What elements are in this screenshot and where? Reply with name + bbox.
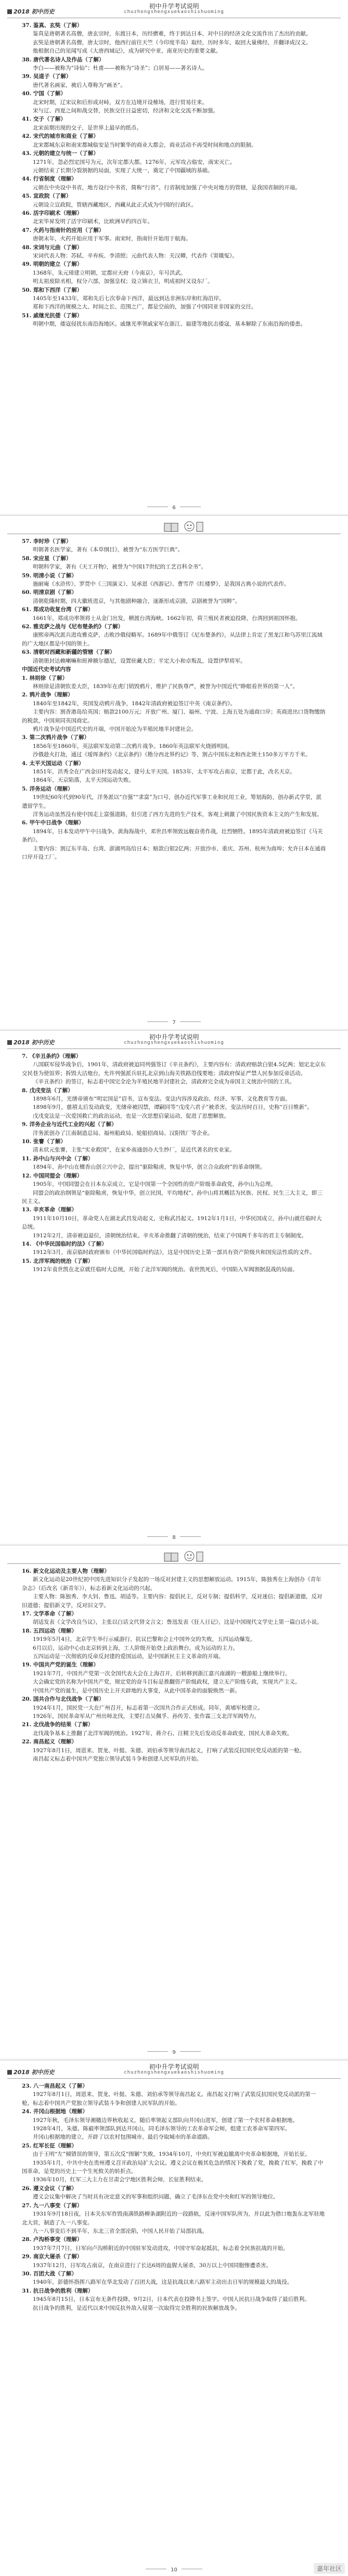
books-illustration-icon <box>163 519 205 535</box>
text-line: 1937年12月，日军攻占南京，在南京进行了长达6周的血腥大屠杀，30万以上中国同胞惨遭杀害。 <box>33 2262 272 2269</box>
text-line: 五四运动是一次彻底的反帝反封建的爱国运动，是中国新民主主义革命的开端。 <box>33 1653 224 1660</box>
text-line: 《辛丑条约》的签订，标志着中国完全沦为半殖民地半封建社会，清政府完全成为帝国主义统治中国的工具。 <box>33 1079 295 1085</box>
text-line: 1898年9月，慈禧太后发动政变，光绪帝被囚禁，谭嗣同等“戊戌六君子”被杀害，变法历时百日，史称“百日维新”。 <box>33 1104 313 1111</box>
header-year: 2018 初中历史 <box>7 1038 54 1046</box>
text-line: 3. 第二次鸦片战争（了解） <box>22 734 90 741</box>
header-title: 初中升学考试说明 <box>149 2063 199 2070</box>
text-line: 1928年4月，朱德、陈毅率领部队到达井冈山，同毛泽东领导的工农革命军会师，组建工农革命军第四军。 <box>33 2126 291 2132</box>
text-line: 大会确定党的名称为中国共产党，规定党的奋斗目标是推翻资产阶级政权，建立无产阶级专政，实现共产主义。 <box>33 1679 301 1686</box>
text-line: 抗日战争的胜利，是近代以来中国反抗外敌入侵第一次取得完全胜利的民族解放战争。 <box>33 2305 240 2311</box>
text-line: 1935年1月，中共中央在贵州遵义召开政治局扩大会议。遵义会议在极其危急的情况下挽救了党，挽救了红军，挽救了中国革命，是党的历史上一个生死攸关的转折点。 <box>22 2159 324 2175</box>
text-line: 26. 遵义会议（了解） <box>22 2185 77 2192</box>
text-line: 1894年，日本发动甲午中日战争。黄海海战中，邓世昌率领致远舰奋勇作战，壮烈牺牲。1895年清政府被迫签订《马关条约》。 <box>22 828 323 844</box>
text-line: 中国近代史考试内容 <box>22 666 71 673</box>
text-line: 1921年7月，中国共产党第一次全国代表大会在上海召开，后转移到浙江嘉兴南湖的一艘游船上继续举行。 <box>33 1670 291 1677</box>
text-line: 1856年至1860年，英法联军发动第二次鸦片战争。1860年英法联军火烧圆明园。 <box>33 743 233 749</box>
text-line: 62. 雅克萨之战与《尼布楚条约》（了解） <box>22 624 124 630</box>
text-line: 27. 九一八事变（了解） <box>22 2202 83 2209</box>
text-line: 30. 百团大战（了解） <box>22 2270 77 2277</box>
text-line: 1927年8月1日，周恩来、贺龙、叶挺、朱德、刘伯承等领导南昌起义。南昌起义打响了武装反抗国民党反动派的第一枪，标志着中国共产党独立领导武装斗争和创建人民军队的开始。 <box>22 2091 316 2106</box>
text-line: 主要内容：割辽东半岛、台湾、澎湖列岛给日本；赔款白银2亿两；开放沙市、重庆、苏州、杭州为商埠；允许日本在通商口岸开设工厂。 <box>22 845 326 861</box>
text-line: 李白——被称为“诗仙”；杜甫——被称为“诗圣”；白居易——著名诗人。 <box>33 65 208 72</box>
text-line: 1851年，洪秀全在广西金田村发动起义，建号太平天国。1853年，太平军攻占南京，定都于此，改名天京。 <box>33 768 295 775</box>
text-line: 他根据自己的见闻写成《大唐西域记》，成为研究中亚、南亚历史的重要文献。 <box>33 48 222 55</box>
text-line: 1911年10月10日，革命党人在湖北武昌发动起义，史称武昌起义。1912年1月1日，中华民国成立，孙中山就任临时大总统。 <box>22 1215 322 1231</box>
text-line: 清朝册封达赖喇嘛和班禅额尔德尼，设置驻藏大臣；平定大小和卓叛乱，设置伊犁将军。 <box>33 657 246 664</box>
page-number: 7 <box>0 1020 348 1026</box>
text-line: 59. 明清小说（了解） <box>22 572 77 579</box>
text-line: 井冈山根据地的建立，开辟了以农村包围城市、最后夺取城市的革命道路。 <box>33 2134 213 2141</box>
text-line: 1. 林则徐（了解） <box>22 675 68 681</box>
text-line: 49. 明朝的建立（了解） <box>22 261 83 268</box>
text-line: 47. 火药与指南针的应用（了解） <box>22 227 105 234</box>
text-line: 40. 宁国（了解） <box>22 90 66 97</box>
text-line: 1937年7月7日，日军向卢沟桥附近的中国驻军发动进攻，中国守军奋起抵抗，标志着全民族抗战的开始。 <box>33 2245 289 2251</box>
text-line: 同盟会的政治纲领是“驱除鞑虏，恢复中华，创立民国，平均地权”。孙中山将其概括为民族、民权、民生三大主义，即三民主义。 <box>22 1189 323 1205</box>
text-line: 57. 李时珍（了解） <box>22 538 72 545</box>
text-line: 明朝著名医学家，著有《本草纲目》，被誉为“东方医学巨典”。 <box>33 547 183 553</box>
text-line: 20. 国共合作与北伐战争（了解） <box>22 1696 105 1703</box>
page-header <box>7 1031 341 1049</box>
text-line: 48. 宋词与元曲（了解） <box>22 244 83 251</box>
text-line: 58. 宋应星（了解） <box>22 555 72 562</box>
text-line: 1905年，中国同盟会在日本东京成立，它是中国第一个全国性的资产阶级革命政党，孙中山为总理。 <box>33 1181 276 1188</box>
text-line: 玄奘是唐朝著名高僧，唐太宗时，他西行前往天竺（今印度半岛）取经，历时多年，取回大量佛经，并翻译成汉文。 <box>33 39 312 46</box>
text-line: 洋务派创办了江南制造总局、福州船政局、轮船招商局、汉阳铁厂等企业。 <box>33 1130 213 1136</box>
page-content <box>0 534 348 861</box>
text-line: 林则徐是清朝钦差大臣，1839年在虎门销毁鸦片，维护了民族尊严，被誉为中国近代“睁眼看世界的第一人”。 <box>33 683 298 690</box>
text-line: 1924年1月，国民党一大在广州召开，标志着第一次国共合作正式形成。同年，黄埔军校建立。 <box>33 1704 263 1711</box>
site-watermark: 嘉年社区 <box>314 2563 345 2574</box>
text-line: 1945年8月15日，日本宣布无条件投降。9月2日，日本代表在投降书上签字。中国人民抗日战争取得了最后胜利。 <box>33 2296 310 2303</box>
text-line: 施耐庵《水浒传》、罗贯中《三国演义》、吴承恩《西游记》、曹雪芹《红楼梦》，是我国古典小说的代表作。 <box>33 581 290 588</box>
text-line: 4. 太平天国运动（了解） <box>22 760 84 767</box>
text-line: 郑和下西洋的规模之大、时间之长、范围之广，都是空前的，加强了中国同亚非国家的交往。 <box>33 304 257 310</box>
text-line: 7. 《辛丑条约》（理解） <box>22 1053 82 1059</box>
text-line: 41. 交子（了解） <box>22 116 66 123</box>
text-line: 1926年，国民革命军从广州出师北伐，主要打击吴佩孚、孙传芳、张作霖三支北洋军阀势力。 <box>33 1713 260 1719</box>
text-line: 宋与辽、西夏之间和战交替，民族交往日益密切，经济和文化交流不断加强。 <box>33 108 218 114</box>
text-line: 61. 郑成功收复台湾（了解） <box>22 606 94 613</box>
page-number: 10 <box>0 2567 348 2573</box>
text-line: 5. 洋务运动（理解） <box>22 785 73 792</box>
text-line: 13. 辛亥革命（理解） <box>22 1207 77 1213</box>
text-line: 46. 活字印刷术（理解） <box>22 210 83 216</box>
header-subtitle: chuzhongshengxuekaoshishuoming <box>124 9 224 15</box>
text-line: 45. 宣政院（了解） <box>22 193 72 200</box>
text-line: 明朝科学家，著有《天工开物》，被誉为“中国17世纪的工艺百科全书”。 <box>33 564 207 571</box>
text-line: 元朝设立宣政院，管辖西藏地区，西藏从此正式成为中国的行政区。 <box>33 201 197 208</box>
text-line: 八国联军侵华战争后，1901年，清政府被迫同列强签订《辛丑条约》，主要内容有：清政府赔款白银4.5亿两；划定北京东交民巷为使馆界；拆毁大沽炮台，允许列强派兵驻扎北京到山海关铁路沿线要地；清政府保证严禁人民参加反帝活动。 <box>22 1062 326 1077</box>
text-line: 洋务运动虽然没有使中国走上富强道路，但引进了西方先进的生产技术，客观上刺激了中国民族资本主义的产生和发展。 <box>33 811 323 818</box>
text-line: 1894年，孙中山在檀香山创立兴中会，提出“驱除鞑虏，恢复中华，创立合众政府”的革命纲领。 <box>33 1164 265 1171</box>
text-line: 遵义会议集中解决了当时具有决定意义的军事和组织问题，确立了毛泽东在党中央和红军的领导地位。 <box>33 2194 279 2200</box>
page-number: 8 <box>0 1535 348 1541</box>
text-line: 元朝结束了长期分裂割据的局面，实现了大统一，奠定了中国疆域的基础。 <box>33 167 213 174</box>
page-content <box>0 1564 348 1763</box>
text-line: 22. 南昌起义（理解） <box>22 1739 77 1745</box>
text-line: 宋词代表人物：苏轼、辛弃疾、李清照；元曲代表人物：关汉卿，代表作《窦娥冤》。 <box>33 252 238 259</box>
text-line: 北宋都城东京和南宋都城临安是当时繁华的商业大都会，商业活动不再受时间和地点的限制。 <box>33 141 257 148</box>
text-line: 胡适发表《文学改良刍议》，主张以白话文代替文言文；鲁迅发表《狂人日记》，这是中国现代文学史上第一篇白话小说。 <box>33 1619 323 1626</box>
text-line: 25. 红军长征（理解） <box>22 2142 77 2149</box>
text-line: 鉴真是唐朝著名高僧，唐玄宗时，东渡日本，历经磨难，终于到达日本，对中日的经济文化交流作出了杰出的贡献。 <box>33 31 312 37</box>
text-line: 18. 五四运动（理解） <box>22 1627 77 1634</box>
text-line: 50. 郑和下西洋（了解） <box>22 287 83 293</box>
page-content <box>0 18 348 329</box>
text-line: 明太祖废除丞相，权分六部，加强皇权；设立锦衣卫，明成祖时又设东厂。 <box>33 278 213 285</box>
text-line: 康熙帝两次派兵进攻雅克萨，击败沙俄侵略军。1689年中俄签订《尼布楚条约》，从法律上肯定了黑龙江和乌苏里江流域的广大地区都是中国的领土。 <box>22 632 323 647</box>
page-number: 6 <box>0 505 348 511</box>
text-line: 唐代著名画家，被后人尊称为“画圣”。 <box>33 82 126 88</box>
text-line: 6月以后，运动中心由北京转到上海，工人阶级开始登上政治舞台，成为运动的主力。 <box>33 1645 239 1651</box>
text-line: 17. 文学革命（了解） <box>22 1611 77 1617</box>
text-line: 主要内容：割香港岛给英国；赔款2100万元；开放广州、厦门、福州、宁波、上海五处为通商口岸；英商进出口货物缴纳的税款，中国须同英国商定。 <box>22 709 326 724</box>
text-line: 63. 清朝对西藏和新疆的管辖（了解） <box>22 649 115 656</box>
page-header <box>7 516 341 534</box>
text-line: 10. 张謇（了解） <box>22 1138 66 1145</box>
text-line: 16. 新文化运动及主要人物（理解） <box>22 1568 110 1574</box>
page-content <box>0 2079 348 2312</box>
text-line: 九一八事变后不到半年，东北三省全部沦陷，中国人民开始了局部抗战。 <box>33 2228 208 2234</box>
text-line: 鸦片战争是中国近代史的开端，中国开始沦为半殖民地半封建社会。 <box>33 726 197 732</box>
text-line: 15. 北洋军阀的统治（了解） <box>22 1258 94 1264</box>
text-line: 北宋毕昇发明了活字印刷术，比欧洲早约四百年。 <box>33 218 153 225</box>
text-line: 8. 戊戌变法（了解） <box>22 1087 73 1094</box>
header-title: 初中升学考试说明 <box>149 1033 199 1041</box>
document-page <box>0 515 348 1029</box>
text-line: 1368年，朱元璋建立明朝，定都应天府（今南京），年号洪武。 <box>33 269 186 276</box>
header-title: 初中升学考试说明 <box>149 3 199 10</box>
text-line: 1661年，郑成功率领将士从金门出发，横渡台湾海峡。1662年初，荷兰殖民者被迫投降，台湾回到祖国怀抱。 <box>33 615 301 622</box>
text-line: 43. 元朝的建立与统一（了解） <box>22 150 99 157</box>
text-line: 清末状元张謇，主张“实业救国”，在家乡南通创办大生纱厂，是近代著名的实业家。 <box>33 1147 235 1154</box>
text-line: 1840年至1842年，英国发动鸦片战争，1842年清政府被迫签订中英《南京条约》。 <box>33 700 236 707</box>
text-line: 21. 北伐战争的结果（了解） <box>22 1721 94 1728</box>
text-line: 1931年9月18日夜，日本关东军炸毁南满铁路柳条湖附近的一段路轨，反诬中国军队所为，并以此为借口炮轰东北军驻地北大营，制造了九一八事变。 <box>22 2211 325 2226</box>
text-line: 29. 南京大屠杀（了解） <box>22 2254 83 2260</box>
text-line: 由于王明“左”倾错误的领导，第五次反“围剿”失败，1934年10月，中央红军被迫撤离中央革命根据地，开始长征。 <box>33 2151 311 2158</box>
text-line: 1898年6月，光绪帝颁布“明定国是”诏书，宣布变法。变法内容涉及政治、经济、军事、文化教育等方面。 <box>33 1096 291 1103</box>
header-subtitle: chuzhongshengxuekaoshishuoming <box>124 2070 224 2075</box>
document-page <box>0 1030 348 1544</box>
text-line: 51. 戚继光抗倭（了解） <box>22 312 83 319</box>
text-line: 60. 明清京剧（了解） <box>22 589 77 596</box>
text-line: 清朝乾隆时期，四大徽班进京，与其他剧种融合，逐渐形成京剧，京剧被誉为“国粹”。 <box>33 598 241 604</box>
text-line: 元朝在中央设中书省，地方设行中书省，简称“行省”。行省制度加强了中央对地方的管辖，是我国省制的开端。 <box>33 184 301 191</box>
page-number: 9 <box>0 2050 348 2055</box>
text-line: 38. 唐代著名诗人及作品（了解） <box>22 56 105 63</box>
text-line: 戊戌变法是一次爱国救亡的政治运动，也是一次思想启蒙运动，促进了思想解放。 <box>33 1112 229 1119</box>
header-year: 2018 初中历史 <box>7 2068 54 2076</box>
document-page <box>0 0 348 514</box>
page-header <box>7 1546 341 1564</box>
text-line: 28. 卢沟桥事变（理解） <box>22 2236 83 2243</box>
page-header <box>7 0 341 18</box>
text-line: 6. 甲午中日战争（理解） <box>22 820 84 826</box>
text-line: 1912年2月，清帝被迫退位，清朝统治结束。辛亥革命推翻了清朝的统治，结束了中国两千多年的君主专制制度。 <box>33 1232 307 1239</box>
text-line: 1919年5月4日，北京学生举行示威游行，抗议巴黎和会上中国外交的失败，五四运动爆发。 <box>33 1636 256 1643</box>
text-line: 19. 中国共产党的诞生（理解） <box>22 1662 99 1668</box>
text-line: 北宋时期，辽宋议和后形成对峙，双方在边境开设榷场，进行贸易往来。 <box>33 99 208 106</box>
text-line: 31. 抗日战争的胜利（理解） <box>22 2287 94 2294</box>
books-illustration-icon <box>163 1549 205 1564</box>
text-line: 明朝中期，倭寇侵扰东南沿海地区。戚继光率领戚家军在浙江、福建等地抗击倭寇，基本解除了东南沿海的倭患。 <box>33 321 306 328</box>
page-header <box>7 2061 341 2079</box>
text-line: 12. 中国同盟会（理解） <box>22 1172 83 1179</box>
document-page <box>0 1545 348 2059</box>
text-line: 唐朝末年，火药开始应用于军事。南宋时，指南针开始用于航海。 <box>33 236 191 242</box>
text-line: 42. 宋代的城市和商业（了解） <box>22 133 99 140</box>
header-subtitle: chuzhongshengxuekaoshishuoming <box>124 1040 224 1045</box>
document-page <box>0 2060 348 2576</box>
text-line: 主要人物：陈独秀、李大钊、鲁迅、胡适等。主要内容：提倡民主，反对专制；提倡科学，反对迷信；提倡新道德，反对旧道德；提倡新文学，反对旧文学。 <box>22 1594 323 1609</box>
header-year: 2018 初中历史 <box>7 7 54 16</box>
text-line: 1864年，天京陷落，太平天国运动失败。 <box>33 777 134 784</box>
text-line: 1927年秋，毛泽东领导湘赣边界秋收起义，随后率领起义部队向井冈山进军，创建了第一个农村革命根据地。 <box>33 2117 298 2124</box>
text-line: 1912年3月，南京临时政府颁布《中华民国临时约法》，这是中国历史上第一部具有资产阶级共和国宪法性质的文件。 <box>33 1249 315 1256</box>
text-line: 新文化运动是20世纪初中国先进知识分子发起的一场反对封建主义的思想解放运动。1915年，陈独秀在上海创办《青年杂志》（后改名《新青年》），标志着新文化运动的兴起。 <box>22 1576 321 1591</box>
text-line: 南昌起义标志着中国共产党独立领导武装斗争和创建人民军队的开始。 <box>33 1755 202 1762</box>
text-line: 1936年10月，红军三大主力在甘肃会宁地区胜利会师，长征胜利结束。 <box>33 2177 207 2183</box>
text-line: 北伐战争基本上推翻了北洋军阀的统治。1927年，蒋介石、汪精卫先后发动反革命政变，国民大革命失败。 <box>33 1730 293 1737</box>
text-line: 9. 洋务企业与近代工业的兴起（了解） <box>22 1121 117 1128</box>
text-line: 14. 《中华民国临时约法》（了解） <box>22 1240 107 1247</box>
text-line: 2. 鸦片战争（理解） <box>22 692 73 698</box>
page-content <box>0 1049 348 1274</box>
text-line: 1912年袁世凯在北京就任临时大总统，开始了北洋军阀的统治。袁世凯死后，中国陷入军阀割据混战的局面。 <box>33 1266 298 1273</box>
text-line: 中国共产党的诞生，是中国历史上开天辟地的大事变，从此中国革命的面貌焕然一新。 <box>33 1687 240 1694</box>
text-line: 23. 八一南昌起义（了解） <box>22 2083 88 2089</box>
text-line: 北宋前期出现的交子，是世界上最早的纸币。 <box>33 124 142 131</box>
text-line: 1940年，彭德怀指挥八路军在华北发动了百团大战，这是抗战以来八路军主动出击日军的规模最大的战役。 <box>33 2279 293 2286</box>
text-line: 沙俄趁火打劫，通过《瑷珲条约》《北京条约》《勘分西北界约记》等，割占中国东北和西北领土150多万平方千米。 <box>33 752 311 758</box>
text-line: 1927年8月1日，周恩来、贺龙、叶挺、朱德、刘伯承等领导南昌起义，打响了武装反抗国民党反动派的第一枪。 <box>33 1747 305 1754</box>
text-line: 39. 吴道子（了解） <box>22 73 72 80</box>
text-line: 1405年至1433年，郑和先后七次奉命下西洋，最远到达非洲东岸和红海沿岸。 <box>33 295 225 302</box>
text-line: 44. 行省制度（理解） <box>22 176 77 183</box>
text-line: 24. 井冈山根据地（理解） <box>22 2108 88 2115</box>
text-line: 1271年，忽必烈定国号为元，次年定都大都。1276年，元军攻占临安，南宋灭亡。 <box>33 159 236 165</box>
text-line: 37. 鉴真、玄奘（了解） <box>22 22 83 29</box>
text-line: 11. 孙中山与兴中会（了解） <box>22 1155 94 1162</box>
text-line: 19世纪60年代到90年代，洋务派以“自强”“求富”为口号，创办近代军事工业和民用工业，筹划海防，创办新式学堂，派遣留学生。 <box>22 794 322 809</box>
